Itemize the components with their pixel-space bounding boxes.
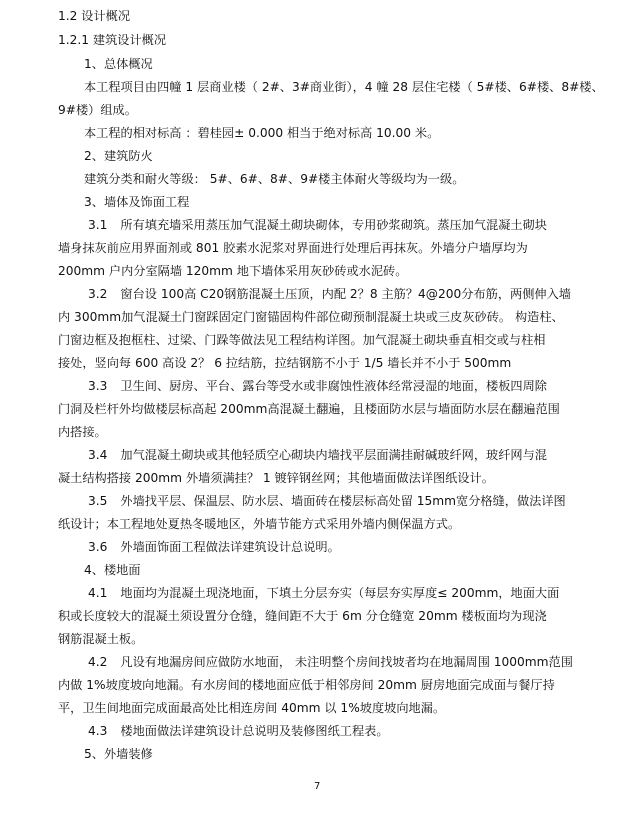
- item-heading-general: 1、总体概况: [84, 57, 153, 71]
- clause-number: 4.2: [88, 655, 108, 669]
- page-number: 7: [314, 781, 321, 792]
- paragraph-line: 门洞及栏杆外均做楼层标高起 200mm高混凝土翻遍，且楼面防水层与墙面防水层在翻遍范围: [58, 402, 560, 416]
- paragraph-line: 墙身抹灰前应用界面剂或 801 胶素水泥浆对界面进行处理后再抹灰。外墙分户墙厚均为: [58, 241, 528, 255]
- clause-text: 楼地面做法详建筑设计总说明及装修图纸工程表。: [120, 724, 389, 738]
- clause-text: 加气混凝土砌块或其他轻质空心砌块内墙找平层面满挂耐碱玻纤网，玻纤网与混: [120, 448, 547, 462]
- clause-number: 3.3: [88, 379, 108, 393]
- item-heading-facade: 5、外墙装修: [84, 747, 153, 761]
- clause-number: 3.2: [88, 287, 108, 301]
- clause-text: 凡设有地漏房间应做防水地面， 未注明整个房间找坡者均在地漏周围 1000mm范围: [120, 655, 573, 669]
- paragraph-line: 内 300mm加气混凝土门窗踩固定门窗锚固构件部位砌预制混凝土块或三皮灰砂砖。 构造柱、: [58, 310, 564, 324]
- paragraph-line: 内做 1%坡度坡向地漏。有水房间的楼地面应低于相邻房间 20mm 厨房地面完成面与餐厅持: [58, 678, 555, 692]
- item-heading-walls: 3、墙体及饰面工程: [84, 195, 190, 209]
- clause-4-2: [88, 654, 573, 671]
- paragraph-line: 内搭接。: [58, 425, 107, 439]
- clause-4-3: [88, 723, 389, 740]
- clause-number: 3.5: [88, 494, 108, 508]
- paragraph-line: 接处，竖向每 600 高设 2？ 6 拉结筋，拉结钢筋不小于 1/5 墙长并不小于 500mm: [58, 356, 512, 370]
- paragraph-line: 建筑分类和耐火等级： 5#、6#、8#、9#楼主体耐火等级均为一级。: [84, 172, 465, 186]
- clause-number: 3.4: [88, 448, 108, 462]
- clause-number: 4.1: [88, 586, 108, 600]
- paragraph-line: 本工程项目由四幢 1 层商业楼（ 2#、3#商业街），4 幢 28 层住宅楼（ 5#楼、6#楼、8#楼、: [84, 80, 604, 94]
- paragraph-line: 平，卫生间地面完成面最高处比相连房间 40mm 以 1%坡度坡向地漏。: [58, 701, 446, 715]
- clause-number: 3.1: [88, 218, 108, 232]
- section-heading: 1.2 设计概况: [58, 9, 131, 23]
- clause-3-4: [88, 447, 547, 464]
- clause-text: 外墙找平层、保温层、防水层、墙面砖在楼层标高处留 15mm宽分格缝，做法详图: [120, 494, 566, 508]
- clause-text: 卫生间、厨房、平台、露台等受水或非腐蚀性液体经常浸湿的地面，楼板四周除: [120, 379, 547, 393]
- clause-3-1: [88, 217, 547, 234]
- clause-text: 所有填充墙采用蒸压加气混凝土砌块砌体，专用砂浆砌筑。蒸压加气混凝土砌块: [120, 218, 547, 232]
- clause-4-1: [88, 585, 559, 602]
- paragraph-line: 凝土结构搭接 200mm 外墙须满挂？ 1 镀锌钢丝网；其他墙面做法详图纸设计。: [58, 471, 494, 485]
- clause-number: 3.6: [88, 540, 108, 554]
- clause-text: 地面均为混凝土现浇地面，下填土分层夯实（每层夯实厚度≤ 200mm，地面大面: [120, 586, 560, 600]
- clause-3-3: [88, 378, 547, 395]
- item-heading-fire: 2、建筑防火: [84, 149, 153, 163]
- clause-3-2: [88, 286, 571, 303]
- clause-3-5: [88, 493, 566, 510]
- paragraph-line: 积或长度较大的混凝土须设置分仓缝，缝间距不大于 6m 分仓缝宽 20mm 楼板面均为现浇: [58, 609, 547, 623]
- clause-text: 窗台设 100高 C20钢筋混凝土压顶，内配 2？8 主筋？4@200分布筋，两侧伸入墙: [120, 287, 571, 301]
- paragraph-line: 本工程的相对标高 ：碧桂园± 0.000 相当于绝对标高 10.00 米。: [84, 126, 440, 140]
- item-heading-floors: 4、楼地面: [84, 563, 141, 577]
- clause-number: 4.3: [88, 724, 108, 738]
- paragraph-line: 钢筋混凝土板。: [58, 632, 144, 646]
- paragraph-line: 纸设计；本工程地处夏热冬暖地区，外墙节能方式采用外墙内侧保温方式。: [58, 517, 461, 531]
- paragraph-line: 200mm 户内分室隔墙 120mm 地下墙体采用灰砂砖或水泥砖。: [58, 264, 408, 278]
- clause-3-6: [88, 539, 340, 556]
- paragraph-line: 门窗边框及抱框柱、过梁、门跺等做法见工程结构详图。加气混凝土砌块垂直相交或与柱相: [58, 333, 546, 347]
- clause-text: 外墙面饰面工程做法详建筑设计总说明。: [120, 540, 340, 554]
- subsection-heading: 1.2.1 建筑设计概况: [58, 33, 167, 47]
- paragraph-line: 9#楼）组成。: [58, 103, 137, 117]
